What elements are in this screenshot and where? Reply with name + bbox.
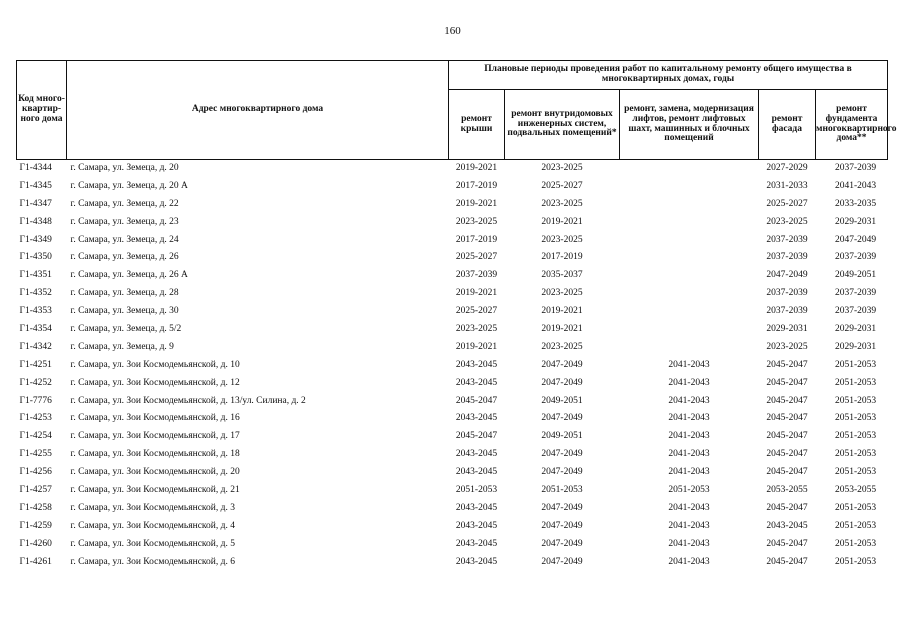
cell-facade: 2043-2045 [766, 520, 808, 531]
table-row [17, 178, 888, 196]
cell-facade: 2045-2047 [766, 431, 808, 442]
cell-address: г. Самара, ул. Земеца, д. 9 [70, 341, 174, 352]
cell-roof: 2017-2019 [455, 234, 498, 245]
cell-code: Г1-7776 [19, 395, 52, 406]
cell-foundation: 2041-2043 [834, 180, 877, 191]
cell-elevators: 2041-2043 [668, 467, 710, 478]
cell-foundation: 2051-2053 [834, 359, 877, 370]
table-row [17, 482, 888, 500]
cell-roof: 2043-2045 [455, 502, 498, 513]
cell-foundation: 2051-2053 [834, 449, 877, 460]
cell-facade: 2045-2047 [766, 377, 808, 388]
cell-elevators: 2041-2043 [668, 502, 710, 513]
cell-roof: 2043-2045 [455, 377, 498, 388]
cell-foundation: 2037-2039 [834, 288, 877, 299]
cell-elevators [620, 178, 759, 196]
table-row [17, 267, 888, 285]
cell-elevators: 2041-2043 [668, 395, 710, 406]
cell-foundation: 2029-2031 [834, 216, 877, 227]
cell-foundation: 2037-2039 [834, 252, 877, 263]
cell-engineering: 2047-2049 [541, 413, 583, 424]
header-foundation: ремонт фундамента многоквартирного дома** [816, 90, 888, 160]
header-facade: ремонт фасада [759, 90, 816, 160]
table-row [17, 339, 888, 357]
cell-code: Г1-4261 [19, 556, 52, 567]
cell-address: г. Самара, ул. Зои Космодемьянской, д. 6 [70, 556, 235, 567]
table-row [17, 160, 888, 178]
cell-code: Г1-4253 [19, 413, 52, 424]
cell-roof: 2043-2045 [455, 538, 498, 549]
cell-roof: 2019-2021 [455, 341, 498, 352]
cell-foundation: 2051-2053 [834, 395, 877, 406]
cell-code: Г1-4257 [19, 484, 52, 495]
cell-address: г. Самара, ул. Зои Космодемьянской, д. 10 [70, 359, 240, 370]
cell-elevators: 2041-2043 [668, 413, 710, 424]
cell-elevators: 2041-2043 [668, 538, 710, 549]
table-row [17, 554, 888, 572]
cell-code: Г1-4353 [19, 306, 52, 317]
cell-foundation: 2049-2051 [834, 270, 877, 281]
table-row [17, 214, 888, 232]
cell-foundation: 2033-2035 [834, 198, 877, 209]
cell-roof: 2051-2053 [455, 484, 498, 495]
cell-address: г. Самара, ул. Земеца, д. 22 [70, 198, 179, 209]
header-roof: ремонт крыши [449, 90, 505, 160]
cell-elevators [620, 214, 759, 232]
cell-engineering: 2019-2021 [541, 323, 583, 334]
cell-elevators [620, 232, 759, 250]
cell-address: г. Самара, ул. Зои Космодемьянской, д. 18 [70, 449, 240, 460]
cell-code: Г1-4354 [19, 323, 52, 334]
table-row [17, 357, 888, 375]
capital-repair-table [16, 60, 897, 571]
cell-roof: 2043-2045 [455, 359, 498, 370]
cell-engineering: 2049-2051 [541, 431, 583, 442]
cell-facade: 2045-2047 [766, 556, 808, 567]
cell-roof: 2043-2045 [455, 449, 498, 460]
cell-engineering: 2047-2049 [541, 538, 583, 549]
cell-foundation: 2051-2053 [834, 413, 877, 424]
table-row [17, 232, 888, 250]
cell-address: г. Самара, ул. Зои Космодемьянской, д. 20 [70, 467, 240, 478]
table-row [17, 446, 888, 464]
cell-roof: 2045-2047 [455, 395, 498, 406]
table-body [17, 160, 888, 572]
cell-elevators [620, 249, 759, 267]
cell-code: Г1-4260 [19, 538, 52, 549]
cell-facade: 2037-2039 [766, 288, 808, 299]
cell-engineering: 2025-2027 [541, 180, 583, 191]
cell-elevators: 2041-2043 [668, 520, 710, 531]
cell-roof: 2043-2045 [455, 556, 498, 567]
cell-foundation: 2051-2053 [834, 467, 877, 478]
table-row [17, 428, 888, 446]
cell-code: Г1-4259 [19, 520, 52, 531]
cell-roof: 2043-2045 [455, 520, 498, 531]
cell-roof: 2019-2021 [455, 288, 498, 299]
cell-address: г. Самара, ул. Зои Космодемьянской, д. 4 [70, 520, 235, 531]
cell-address: г. Самара, ул. Земеца, д. 5/2 [70, 323, 182, 334]
cell-address: г. Самара, ул. Земеца, д. 28 [70, 288, 179, 299]
cell-facade: 2023-2025 [766, 341, 808, 352]
cell-elevators: 2041-2043 [668, 449, 710, 460]
capital-repair-table-container [16, 60, 897, 571]
cell-code: Г1-4254 [19, 431, 52, 442]
cell-facade: 2045-2047 [766, 502, 808, 513]
header-planned-periods: Плановые периоды проведения работ по капитальному ремонту общего имущества в многоквартирных домах, годы [449, 61, 888, 90]
table-row [17, 536, 888, 554]
table-row [17, 375, 888, 393]
cell-engineering: 2049-2051 [541, 395, 583, 406]
cell-facade: 2037-2039 [766, 252, 808, 263]
cell-code: Г1-4345 [19, 180, 52, 191]
cell-facade: 2045-2047 [766, 467, 808, 478]
cell-code: Г1-4350 [19, 252, 52, 263]
cell-code: Г1-4349 [19, 234, 52, 245]
table-row [17, 321, 888, 339]
cell-code: Г1-4347 [19, 198, 52, 209]
cell-engineering: 2023-2025 [541, 288, 583, 299]
cell-address: г. Самара, ул. Земеца, д. 24 [70, 234, 179, 245]
header-code: Код много-квартир-ного дома [17, 61, 67, 160]
cell-code: Г1-4344 [19, 162, 52, 173]
cell-engineering: 2023-2025 [541, 341, 583, 352]
cell-facade: 2023-2025 [766, 216, 808, 227]
cell-engineering: 2019-2021 [541, 216, 583, 227]
table-row [17, 500, 888, 518]
cell-facade: 2025-2027 [766, 198, 808, 209]
table-row [17, 249, 888, 267]
cell-foundation: 2051-2053 [834, 502, 877, 513]
cell-elevators: 2041-2043 [668, 431, 710, 442]
cell-code: Г1-4342 [19, 341, 52, 352]
cell-code: Г1-4351 [19, 270, 52, 281]
cell-engineering: 2023-2025 [541, 198, 583, 209]
cell-elevators: 2051-2053 [668, 484, 710, 495]
cell-facade: 2045-2047 [766, 538, 808, 549]
cell-roof: 2023-2025 [455, 323, 498, 334]
cell-engineering: 2047-2049 [541, 520, 583, 531]
header-address: Адрес многоквартирного дома [67, 61, 449, 160]
cell-foundation: 2051-2053 [834, 377, 877, 388]
cell-facade: 2045-2047 [766, 395, 808, 406]
cell-address: г. Самара, ул. Зои Космодемьянской, д. 3 [70, 502, 235, 513]
cell-foundation: 2053-2055 [834, 484, 877, 495]
cell-address: г. Самара, ул. Зои Космодемьянской, д. 16 [70, 413, 240, 424]
cell-engineering: 2017-2019 [541, 252, 583, 263]
cell-roof: 2043-2045 [455, 413, 498, 424]
cell-engineering: 2047-2049 [541, 449, 583, 460]
cell-facade: 2053-2055 [766, 484, 808, 495]
table-row [17, 518, 888, 536]
cell-roof: 2017-2019 [455, 180, 498, 191]
cell-code: Г1-4256 [19, 467, 52, 478]
cell-roof: 2019-2021 [455, 162, 498, 173]
cell-facade: 2031-2033 [766, 180, 808, 191]
cell-address: г. Самара, ул. Земеца, д. 20 [70, 162, 179, 173]
cell-engineering: 2047-2049 [541, 359, 583, 370]
cell-foundation: 2037-2039 [834, 162, 877, 173]
cell-address: г. Самара, ул. Земеца, д. 26 А [70, 270, 188, 281]
cell-foundation: 2051-2053 [834, 431, 877, 442]
cell-elevators [620, 321, 759, 339]
cell-elevators [620, 303, 759, 321]
cell-elevators [620, 196, 759, 214]
cell-roof: 2043-2045 [455, 467, 498, 478]
table-header [17, 61, 897, 160]
cell-foundation: 2051-2053 [834, 556, 877, 567]
cell-elevators [620, 267, 759, 285]
cell-code: Г1-4255 [19, 449, 52, 460]
cell-elevators: 2041-2043 [668, 377, 710, 388]
cell-code: Г1-4258 [19, 502, 52, 513]
cell-elevators [620, 339, 759, 357]
table-row [17, 410, 888, 428]
cell-code: Г1-4251 [19, 359, 52, 370]
cell-address: г. Самара, ул. Зои Космодемьянской, д. 13/ул. Силина, д. 2 [70, 395, 306, 406]
cell-engineering: 2023-2025 [541, 234, 583, 245]
table-row [17, 196, 888, 214]
cell-roof: 2023-2025 [455, 216, 498, 227]
cell-elevators: 2041-2043 [668, 556, 710, 567]
cell-facade: 2029-2031 [766, 323, 808, 334]
header-elevators: ремонт, замена, модернизация лифтов, ремонт лифтовых шахт, машинных и блочных помещений [620, 90, 759, 160]
cell-engineering: 2047-2049 [541, 556, 583, 567]
cell-foundation: 2029-2031 [834, 323, 877, 334]
cell-code: Г1-4252 [19, 377, 52, 388]
cell-roof: 2025-2027 [455, 306, 498, 317]
cell-address: г. Самара, ул. Зои Космодемьянской, д. 17 [70, 431, 240, 442]
cell-engineering: 2047-2049 [541, 377, 583, 388]
cell-address: г. Самара, ул. Зои Космодемьянской, д. 12 [70, 377, 240, 388]
cell-code: Г1-4348 [19, 216, 52, 227]
cell-engineering: 2051-2053 [541, 484, 583, 495]
cell-address: г. Самара, ул. Зои Космодемьянской, д. 5 [70, 538, 235, 549]
table-row [17, 464, 888, 482]
cell-foundation: 2051-2053 [834, 538, 877, 549]
cell-address: г. Самара, ул. Земеца, д. 20 А [70, 180, 188, 191]
cell-address: г. Самара, ул. Земеца, д. 23 [70, 216, 179, 227]
cell-foundation: 2051-2053 [834, 520, 877, 531]
table-row [17, 303, 888, 321]
cell-engineering: 2019-2021 [541, 306, 583, 317]
cell-address: г. Самара, ул. Зои Космодемьянской, д. 21 [70, 484, 240, 495]
cell-roof: 2019-2021 [455, 198, 498, 209]
cell-code: Г1-4352 [19, 288, 52, 299]
cell-facade: 2037-2039 [766, 234, 808, 245]
cell-facade: 2045-2047 [766, 413, 808, 424]
cell-engineering: 2047-2049 [541, 467, 583, 478]
cell-foundation: 2047-2049 [834, 234, 877, 245]
cell-roof: 2025-2027 [455, 252, 498, 263]
cell-address: г. Самара, ул. Земеца, д. 30 [70, 306, 179, 317]
cell-elevators [620, 285, 759, 303]
cell-engineering: 2023-2025 [541, 162, 583, 173]
table-row [17, 393, 888, 411]
cell-foundation: 2029-2031 [834, 341, 877, 352]
cell-foundation: 2037-2039 [834, 306, 877, 317]
cell-facade: 2027-2029 [766, 162, 808, 173]
cell-elevators [620, 160, 759, 178]
cell-engineering: 2035-2037 [541, 270, 583, 281]
table-row [17, 285, 888, 303]
cell-address: г. Самара, ул. Земеца, д. 26 [70, 252, 179, 263]
cell-engineering: 2047-2049 [541, 502, 583, 513]
header-engineering: ремонт внутридомовых инженерных систем, подвальных помещений* [505, 90, 620, 160]
cell-facade: 2045-2047 [766, 359, 808, 370]
cell-elevators: 2041-2043 [668, 359, 710, 370]
page-number: 160 [444, 25, 461, 37]
cell-facade: 2037-2039 [766, 306, 808, 317]
cell-roof: 2045-2047 [455, 431, 498, 442]
cell-facade: 2047-2049 [766, 270, 808, 281]
cell-roof: 2037-2039 [455, 270, 498, 281]
cell-facade: 2045-2047 [766, 449, 808, 460]
